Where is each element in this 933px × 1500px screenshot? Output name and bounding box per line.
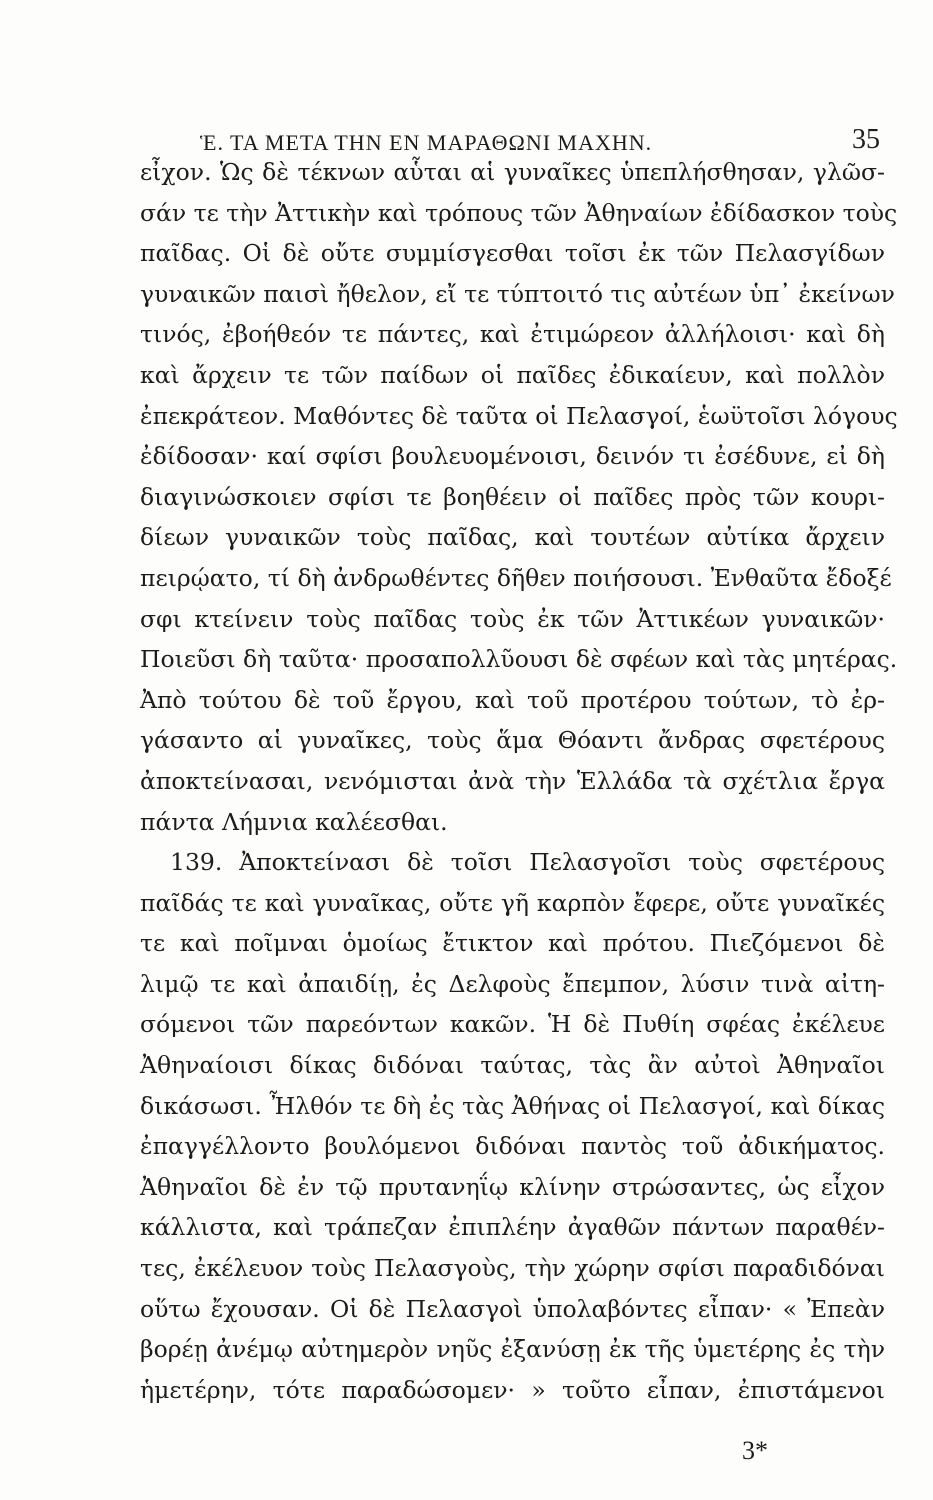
text-line: καὶ ἄρχειν τε τῶν παίδων οἱ παῖδες ἐδικαίευν, καὶ πολλὸν: [140, 360, 885, 389]
text-line: τινός, ἐβοήθεόν τε πάντες, καὶ ἐτιμώρεον ἀλλήλοισι· καὶ δὴ: [140, 320, 885, 349]
text-line: Ἀθηναῖοι δὲ ἐν τῷ πρυτανηΐῳ κλίνην στρώσαντες, ὡς εἶχον: [140, 1172, 885, 1201]
text-line: εἶχον. Ὡς δὲ τέκνων αὗται αἱ γυναῖκες ὑπεπλήσθησαν, γλῶσ-: [140, 158, 885, 186]
text-line: διαγινώσκοιεν σφίσι τε βοηθέειν οἱ παῖδες πρὸς τῶν κουρι-: [140, 482, 885, 511]
text-line: σόμενοι τῶν παρεόντων κακῶν. Ἡ δὲ Πυθίη σφέας ἐκέλευε: [140, 1010, 885, 1039]
text-line: σάν τε τὴν Ἀττικὴν καὶ τρόπους τῶν Ἀθηναίων ἐδίδασκον τοὺς: [140, 198, 898, 227]
page-number: 35: [852, 124, 880, 155]
text-line: τες, ἐκέλευον τοὺς Πελασγοὺς, τὴν χώρην σφίσι παραδιδόναι: [140, 1254, 885, 1283]
text-line: δίεων γυναικῶν τοὺς παῖδας, καὶ τουτέων αὐτίκα ἄρχειν: [140, 523, 885, 552]
text-line: γάσαντο αἱ γυναῖκες, τοὺς ἅμα Θόαντι ἄνδρας σφετέρους: [140, 726, 885, 755]
chapter-title: Ἑ. ΤΑ ΜΕΤΑ ΤΗΝ ΕΝ ΜΑΡΑΘΩΝΙ ΜΑΧΗΝ.: [200, 130, 653, 155]
body-text: [140, 152, 898, 1410]
text-line: παῖδάς τε καὶ γυναῖκας, οὔτε γῆ καρπὸν ἔφερε, οὔτε γυναῖκές: [140, 888, 885, 917]
text-line: βορέῃ ἀνέμῳ αὐτημερὸν νηῦς ἐξανύσῃ ἐκ τῆς ὑμετέρης ἐς τὴν: [140, 1335, 885, 1364]
text-line: σφι κτείνειν τοὺς παῖδας τοὺς ἐκ τῶν Ἀττικέων γυναικῶν·: [140, 604, 885, 633]
text-line: πειρῴατο, τί δὴ ἀνδρωθέντες δῆθεν ποιήσουσι. Ἐνθαῦτα ἔδοξέ: [140, 563, 892, 592]
text-line: παῖδας. Οἱ δὲ οὔτε συμμίσγεσθαι τοῖσι ἐκ τῶν Πελασγίδων: [140, 239, 885, 268]
paragraph-end-line: πάντα Λήμνια καλέεσθαι.: [140, 807, 448, 836]
text-line: ἐδίδοσαν· καί σφίσι βουλευομένοισι, δεινόν τι ἐσέδυνε, εἰ δὴ: [140, 442, 885, 471]
text-line: οὕτω ἔχουσαν. Οἱ δὲ Πελασγοὶ ὑπολαβόντες εἶπαν· « Ἐπεὰν: [140, 1294, 885, 1323]
text-line: κάλλιστα, καὶ τράπεζαν ἐπιπλέην ἀγαθῶν πάντων παραθέν-: [140, 1213, 885, 1242]
text-line: ἐπαγγέλλοντο βουλόμενοι διδόναι παντὸς τοῦ ἀδικήματος.: [140, 1132, 885, 1161]
text-line: Ἀπὸ τούτου δὲ τοῦ ἔργου, καὶ τοῦ προτέρου τούτων, τὸ ἐρ-: [140, 685, 885, 714]
text-line: γυναικῶν παισὶ ἤθελον, εἴ τε τύπτοιτό τις αὐτέων ὑπ᾽ ἐκείνων: [140, 279, 895, 308]
text-line: λιμῷ τε καὶ ἀπαιδίῃ, ἐς Δελφοὺς ἔπεμπον, λύσιν τινὰ αἰτη-: [140, 969, 885, 998]
text-line: δικάσωσι. Ἦλθόν τε δὴ ἐς τὰς Ἀθήνας οἱ Πελασγοί, καὶ δίκας: [140, 1091, 885, 1120]
text-line: ἐπεκράτεον. Μαθόντες δὲ ταῦτα οἱ Πελασγοί, ἑωϋτοῖσι λόγους: [140, 401, 898, 430]
signature-mark: 3*: [742, 1436, 768, 1465]
text-line: ἀποκτείνασαι, νενόμισται ἀνὰ τὴν Ἑλλάδα τὰ σχέτλια ἔργα: [140, 766, 885, 795]
section-139-start-line: 139. Ἀποκτείνασι δὲ τοῖσι Πελασγοῖσι τοὺς σφετέρους: [170, 848, 885, 877]
text-line: ἡμετέρην, τότε παραδώσομεν· » τοῦτο εἶπαν, ἐπιστάμενοι: [140, 1375, 885, 1404]
text-line: Ποιεῦσι δὴ ταῦτα· προσαπολλῦουσι δὲ σφέων καὶ τὰς μητέρας.: [140, 645, 898, 674]
text-line: Ἀθηναίοισι δίκας διδόναι ταύτας, τὰς ἂν αὐτοὶ Ἀθηναῖοι: [140, 1051, 885, 1080]
text-line: τε καὶ ποῖμναι ὁμοίως ἔτικτον καὶ πρότου. Πιεζόμενοι δὲ: [140, 929, 885, 958]
